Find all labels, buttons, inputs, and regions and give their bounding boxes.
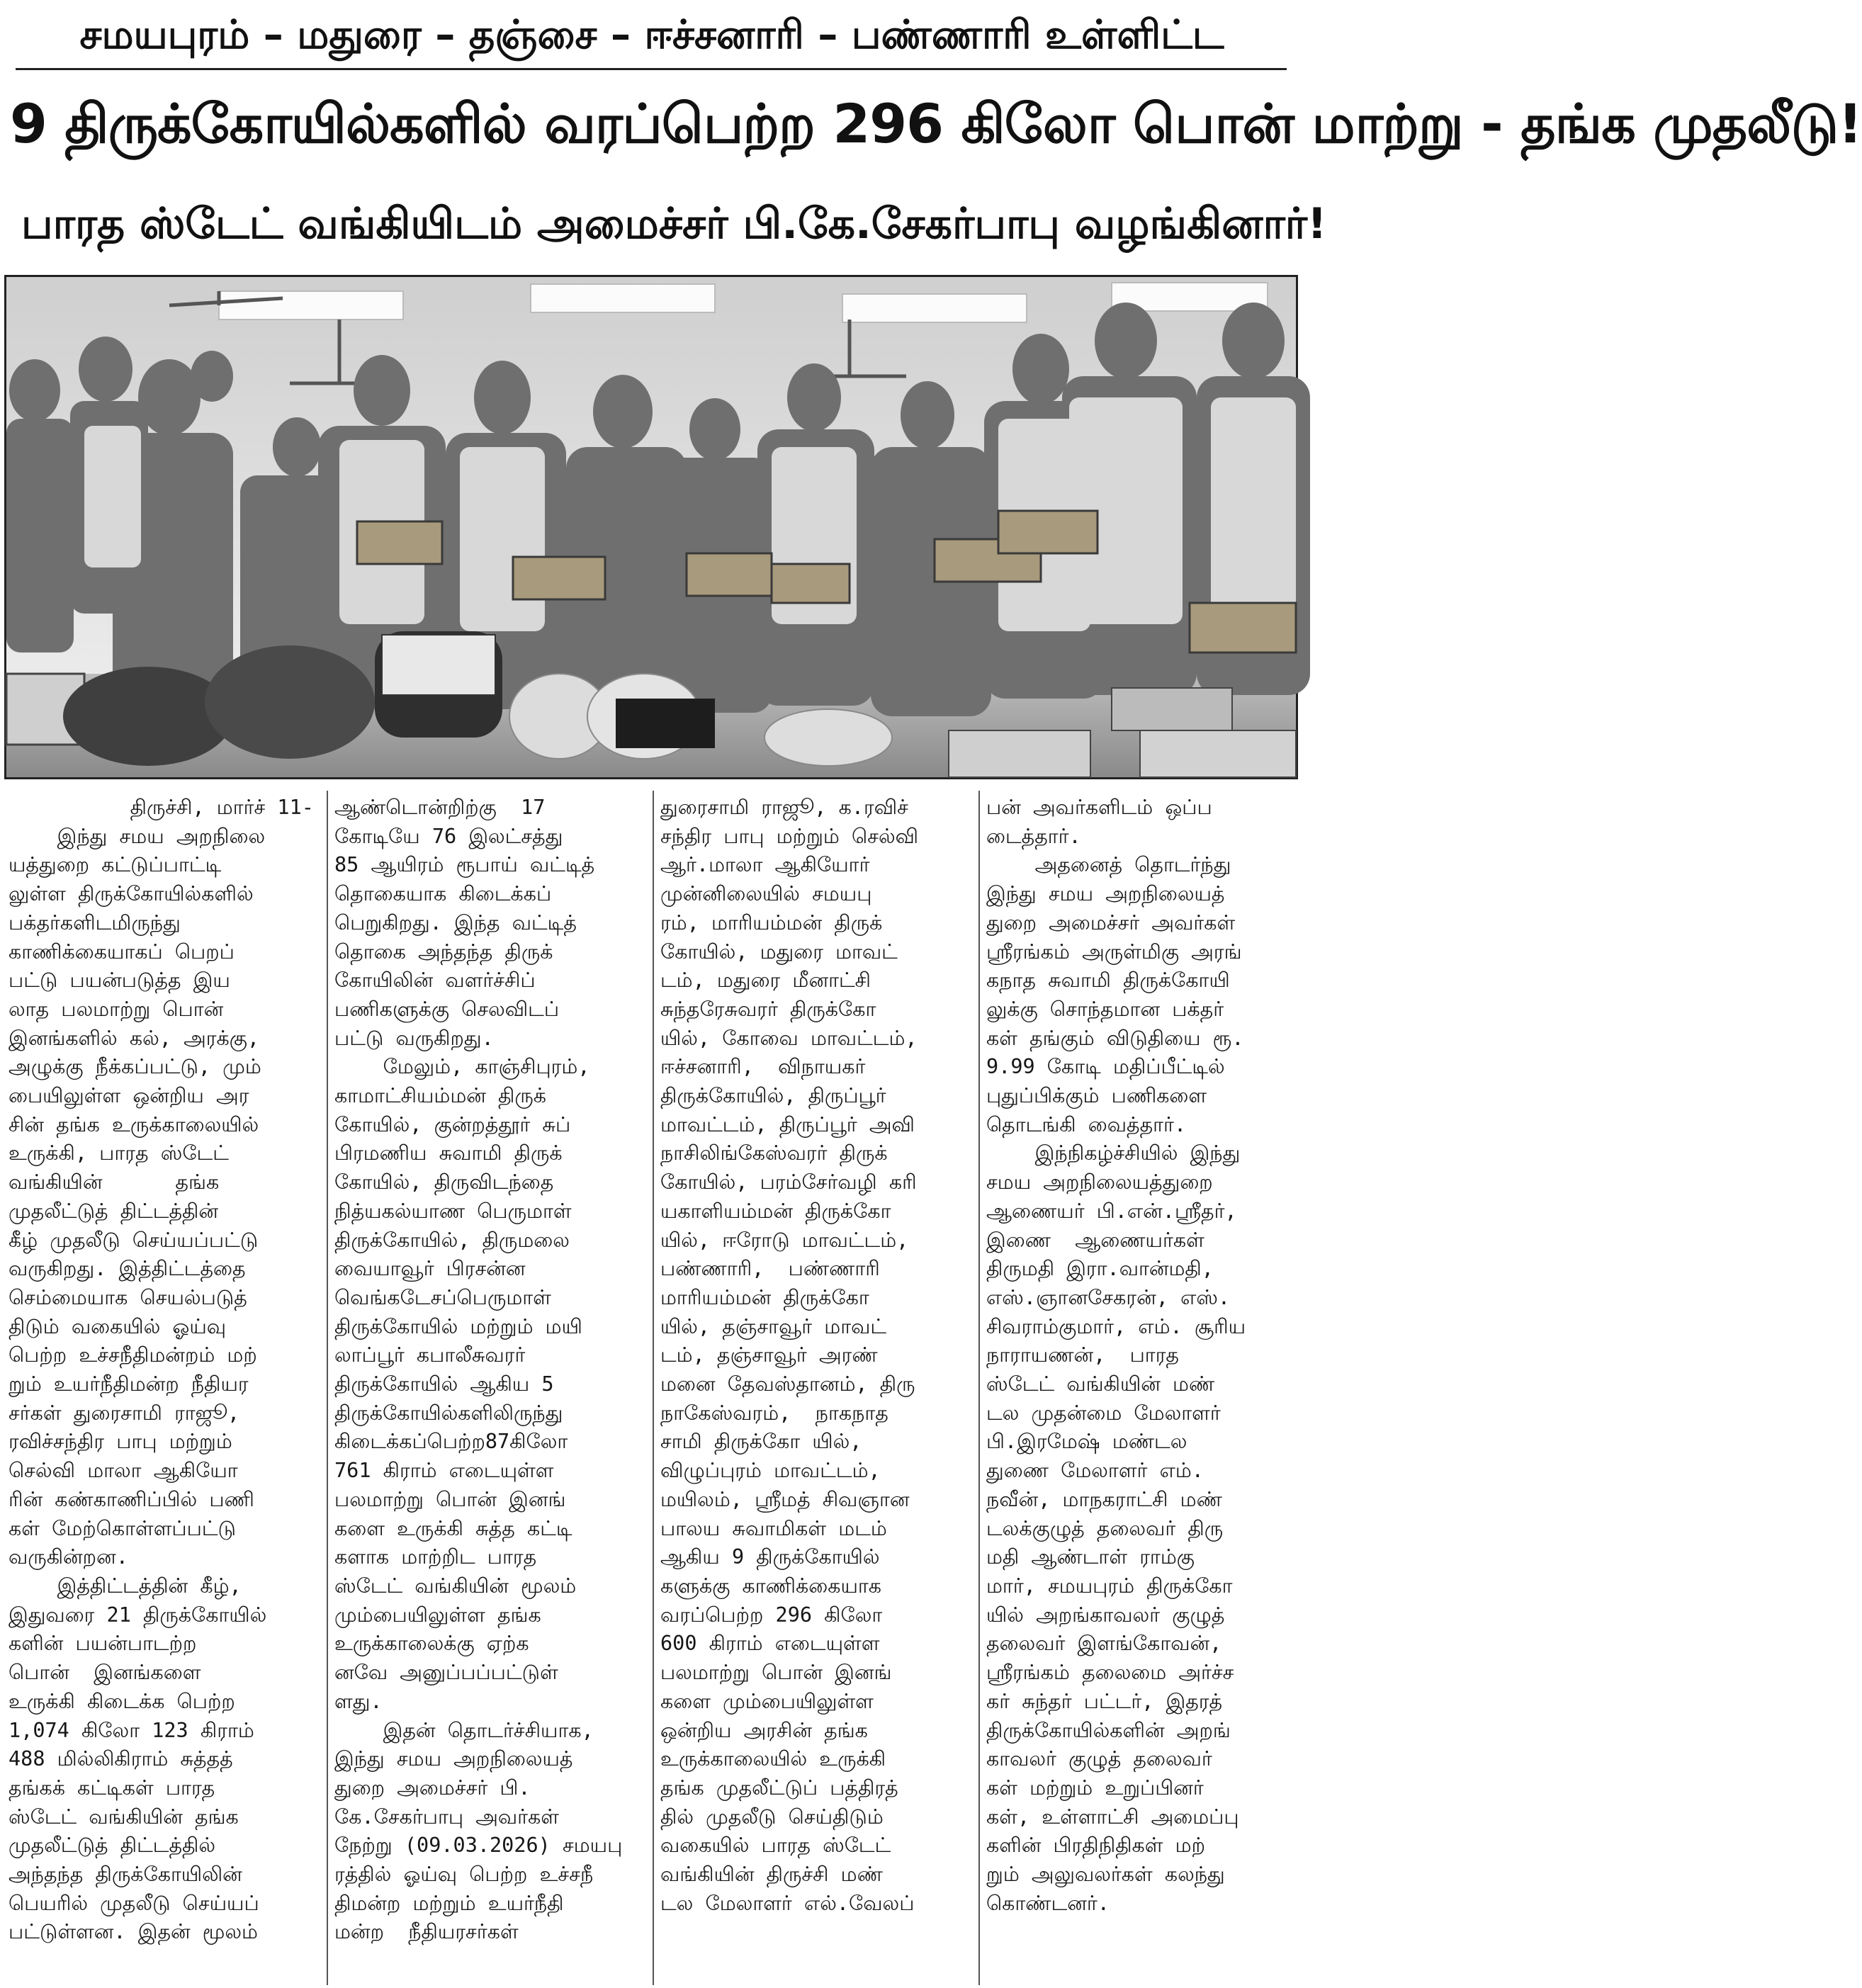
article-line: திருக்கோயில்களின் அறங் [986,1718,1231,1742]
article-column-3 [660,793,972,1984]
article-line: சாமி திருக்கோ யில், [660,1430,862,1454]
article-line: பன் அவர்களிடம் ஒப்ப [986,796,1212,819]
article-line: எஸ்.ஞானசேகரன், எஸ். [986,1285,1231,1309]
article-line: இந்து சமய அறநிலையத் [334,1747,573,1771]
article-line: திருக்கோயில் ஆகிய 5 [334,1372,554,1396]
article-line: திருக்கோயில் மற்றும் மயி [334,1314,582,1338]
article-line: களை மும்பையிலுள்ள [660,1689,874,1713]
article-line: சுந்தரேசுவரர் திருக்கோ [660,997,876,1021]
article-line: ஈச்சனாரி, விநாயகர் [660,1055,866,1079]
article-line: ஸ்டேட் வங்கியின் மூலம் [334,1574,577,1598]
article-line: கோயிலின் வளர்ச்சிப் [334,968,536,993]
article-line: டம், தஞ்சாவூர் அரண் [660,1343,878,1367]
article-line: வருகிறது. இத்திட்டத்தை [9,1257,246,1281]
article-line: நாகேஸ்வரம், நாகநாத [660,1401,888,1425]
article-line: பி.இரமேஷ் மண்டல [986,1430,1187,1454]
article-line: 600 கிராம் எடையுள்ள [660,1632,880,1656]
article-line: துரைசாமி ராஜூ, க.ரவிச் [660,796,908,819]
article-line: பட்டுள்ளன. இதன் மூலம் [9,1920,258,1944]
article-line: கிடைக்கப்பெற்ற87கிலோ [334,1430,568,1454]
article-line: திமன்ற மற்றும் உயர்நீதி [334,1891,564,1915]
subheadline: பாரத ஸ்டேட் வங்கியிடம் அமைச்சர் பி.கே.சேகர்பாபு வழங்கினார்! [21,199,1327,249]
article-line: மேலும், காஞ்சிபுரம், [334,1055,590,1079]
kicker-line: சமயபுரம் – மதுரை – தஞ்சை – ஈச்சனாரி – பண்ணாரி உள்ளிட்ட [79,12,1224,58]
article-line: செல்வி மாலா ஆகியோ [9,1459,238,1483]
article-line: பண்ணாரி, பண்ணாரி [660,1257,880,1281]
article-line: வகையில் பாரத ஸ்டேட் [660,1834,891,1858]
article-line: காவலர் குழுத் தலைவர் [986,1747,1212,1771]
article-line: 1,074 கிலோ 123 கிராம் [9,1718,254,1742]
article-line: நாசிலிங்கேஸ்வரர் திருக் [660,1141,888,1165]
article-line: தலைவர் இளங்கோவன், [986,1632,1222,1656]
article-line: தொகை அந்தந்த திருக் [334,939,553,964]
article-line: உருக்காலையில் உருக்கி [660,1747,886,1771]
article-line: கள் மற்றும் உறுப்பினர் [986,1775,1204,1800]
article-column-1 [9,793,320,1984]
article-column-4 [986,793,1294,1984]
article-line: 85 ஆயிரம் ரூபாய் வட்டித் [334,853,595,877]
article-line: சர்கள் துரைசாமி ராஜூ, [9,1401,240,1425]
article-line: பையிலுள்ள ஒன்றிய அர [9,1084,249,1108]
article-line: யில் அறங்காவலர் குழுத் [986,1603,1225,1627]
article-line: லாப்பூர் கபாலீசுவரர் [334,1343,526,1367]
article-line: வரப்பெற்ற 296 கிலோ [660,1603,883,1627]
article-line: பொன் இனங்களை [9,1661,201,1685]
article-line: 9.99 கோடி மதிப்பீட்டில் [986,1055,1225,1079]
article-line: திருக்கோயில், திருப்பூர் [660,1084,886,1108]
article-line: திருக்கோயில், திருமலை [334,1228,570,1252]
article-line: சந்திர பாபு மற்றும் செல்வி [660,824,919,848]
article-line: அதனைத் தொடர்ந்து [986,853,1231,877]
article-line: களை உருக்கி சுத்த கட்டி [334,1516,572,1540]
article-line: ஸ்டேட் வங்கியின் தங்க [9,1805,239,1829]
article-line: லாத பலமாற்று பொன் [9,997,224,1021]
article-line: யில், தஞ்சாவூர் மாவட் [660,1314,887,1338]
article-line: அழுக்கு நீக்கப்பட்டு, மும் [9,1055,261,1079]
article-line: யத்துறை கட்டுப்பாட்டி [9,853,222,877]
column-rule [327,791,328,1985]
article-line: செம்மையாக செயல்படுத் [9,1285,247,1309]
article-paragraph [660,793,972,1918]
article-line: றும் அலுவலர்கள் கலந்து [986,1863,1225,1887]
article-line: இத்திட்டத்தின் கீழ், [9,1574,242,1598]
column-rule [653,791,654,1985]
article-line: பலமாற்று பொன் இனங் [660,1661,892,1685]
article-line: கீழ் முதலீடு செய்யப்பட்டு [9,1228,259,1252]
article-line: மார், சமயபுரம் திருக்கோ [986,1574,1233,1598]
article-line: காணிக்கையாகப் பெறப் [9,939,235,964]
article-line: கநாத சுவாமி திருக்கோயி [986,968,1230,993]
article-line: டம், மதுரை மீனாட்சி [660,968,871,993]
article-line: ரின் கண்காணிப்பில் பணி [9,1487,254,1511]
article-line: மன்ற நீதியரசர்கள் [334,1920,519,1944]
article-line: உருக்காலைக்கு ஏற்க [334,1632,529,1656]
article-line: லுக்கு சொந்தமான பக்தர் [986,997,1224,1021]
article-line: சிவராம்குமார், எம். சூரிய [986,1314,1246,1338]
article-line: நாராயணன், பாரத [986,1343,1179,1367]
article-line: வையாவூர் பிரசன்ன [334,1257,526,1281]
article-line: திருச்சி, மார்ச் 11- [9,796,314,819]
article-line: ரத்தில் ஓய்வு பெற்ற உச்சநீ [334,1863,594,1887]
article-line: மயிலம், ஸ்ரீமத் சிவஞான [660,1487,910,1511]
article-line: இந்து சமய அறநிலை [9,824,266,848]
article-line: பணிகளுக்கு செலவிடப் [334,997,560,1021]
article-line: ரம், மாரியம்மன் திருக் [660,910,883,934]
article-line: ளது. [334,1689,383,1713]
article-line: திருமதி இரா.வான்மதி, [986,1257,1214,1281]
article-line: கோயில், மதுரை மாவட் [660,939,898,964]
article-line: இதன் தொடர்ச்சியாக, [334,1718,594,1742]
article-line: டல முதன்மை மேலாளர் [986,1401,1221,1425]
article-line: வங்கியின் தங்க [9,1170,220,1195]
article-line: மனை தேவஸ்தானம், திரு [660,1372,915,1396]
article-line: இனங்களில் கல், அரக்கு, [9,1026,260,1050]
article-line: துறை அமைச்சர் பி. [334,1775,531,1800]
article-line: டைத்தார். [986,824,1081,848]
article-line: கே.சேகர்பாபு அவர்கள் [334,1805,560,1829]
article-line: ஒன்றிய அரசின் தங்க [660,1718,868,1742]
article-line: 761 கிராம் எடையுள்ள [334,1459,554,1483]
photo-illustration [6,277,1296,777]
article-line: துறை அமைச்சர் அவர்கள் [986,910,1236,934]
article-line: றும் உயர்நீதிமன்ற நீதியர [9,1372,249,1396]
article-line: களின் பிரதிநிதிகள் மற் [986,1834,1205,1858]
article-line: கர் சுந்தர் பட்டர், இதரத் [986,1689,1223,1713]
article-line: பாலய சுவாமிகள் மடம் [660,1516,887,1540]
article-line: கள், உள்ளாட்சி அமைப்பு [986,1805,1239,1829]
article-line: பலமாற்று பொன் இனங் [334,1487,566,1511]
article-line: கோடியே 76 இலட்சத்து [334,824,563,848]
article-line: வருகின்றன. [9,1545,128,1569]
article-line: விழுப்புரம் மாவட்டம், [660,1459,881,1483]
article-line: யில், கோவை மாவட்டம், [660,1026,918,1050]
article-line: திடும் வகையில் ஓய்வு [9,1314,227,1338]
article-line: இணை ஆணையர்கள் [986,1228,1204,1252]
article-line: இதுவரை 21 திருக்கோயில் [9,1603,267,1627]
headline: 9 திருக்கோயில்களில் வரப்பெற்ற 296 கிலோ பொன் மாற்று - தங்க முதலீடு! [10,92,1862,155]
article-line: கள் மேற்கொள்ளப்பட்டு [9,1516,236,1540]
article-line: வங்கியின் திருச்சி மண் [660,1863,883,1887]
news-photo [4,275,1298,779]
article-line: லுள்ள திருக்கோயில்களில் [9,882,254,906]
article-line: தில் முதலீடு செய்திடும் [660,1805,884,1829]
article-line: களாக மாற்றிட பாரத [334,1545,537,1569]
article-line: முன்னிலையில் சமயபு [660,882,872,906]
article-line: கோயில், திருவிடந்தை [334,1170,554,1195]
article-line: மாவட்டம், திருப்பூர் அவி [660,1112,915,1136]
article-line: தங்க முதலீட்டுப் பத்திரத் [660,1775,898,1800]
article-line: டல மேலாளர் எல்.வேலப் [660,1891,915,1915]
article-line: நித்யகல்யாண பெருமாள் [334,1199,572,1223]
top-rule [16,68,1287,70]
article-line: ரவிச்சந்திர பாபு மற்றும் [9,1430,232,1454]
article-line: மும்பையிலுள்ள தங்க [334,1603,541,1627]
column-rule [978,791,980,1985]
article-line: ஆணையர் பி.என்.ஸ்ரீதர், [986,1199,1237,1223]
article-line: யகாளியம்மன் திருக்கோ [660,1199,891,1223]
article-line: முதலீட்டுத் திட்டத்தில் [9,1834,216,1858]
article-line: கொண்டனர். [986,1891,1110,1915]
article-line: இந்து சமய அறநிலையத் [986,882,1225,906]
article-line: பெயரில் முதலீடு செய்யப் [9,1891,259,1915]
article-line: அந்தந்த திருக்கோயிலின் [9,1863,242,1887]
article-line: பெறுகிறது. இந்த வட்டித் [334,910,577,934]
article-line: ஆகிய 9 திருக்கோயில் [660,1545,880,1569]
article-line: ஆர்.மாலா ஆகியோர் [660,853,870,877]
article-line: வெங்கடேசப்பெருமாள் [334,1285,551,1309]
article-line: ஸ்டேட் வங்கியின் மண் [986,1372,1215,1396]
article-line: இந்நிகழ்ச்சியில் இந்து [986,1141,1241,1165]
article-line: மாரியம்மன் திருக்கோ [660,1285,869,1309]
article-line: களின் பயன்பாடற்ற [9,1632,197,1656]
article-line: தங்கக் கட்டிகள் பாரத [9,1775,215,1800]
article-line: திருக்கோயில்களிலிருந்து [334,1401,563,1425]
article-line: கள் தங்கும் விடுதியை ரூ. [986,1026,1244,1050]
article-column-2 [334,793,646,1984]
article-line: பட்டு வருகிறது. [334,1026,494,1050]
article-line: நேற்று (09.03.2026) சமயபு [334,1834,623,1858]
article-line: துணை மேலாளர் எம். [986,1459,1204,1483]
article-line: காமாட்சியம்மன் திருக் [334,1084,547,1108]
article-paragraph [9,793,320,1947]
article-line: சின் தங்க உருக்காலையில் [9,1112,259,1136]
article-line: நவீன், மாநகராட்சி மண் [986,1487,1222,1511]
article-line: ஸ்ரீரங்கம் தலைமை அர்ச்ச [986,1661,1234,1685]
article-paragraph [986,793,1294,1918]
article-line: தொகையாக கிடைக்கப் [334,882,552,906]
article-line: 488 மில்லிகிராம் சுத்தத் [9,1747,233,1771]
article-line: ஸ்ரீரங்கம் அருள்மிகு அரங் [986,939,1242,964]
article-line: யில், ஈரோடு மாவட்டம், [660,1228,909,1252]
article-paragraph [334,793,646,1947]
article-line: முதலீட்டுத் திட்டத்தின் [9,1199,219,1223]
article-line: டலக்குழுத் தலைவர் திரு [986,1516,1224,1540]
article-line: கோயில், பரம்சேர்வழி கரி [660,1170,917,1195]
article-line: உருக்கி கிடைக்க பெற்ற [9,1689,235,1713]
article-line: களுக்கு காணிக்கையாக [660,1574,882,1598]
article-line: பக்தர்களிடமிருந்து [9,910,181,934]
article-line: சமய அறநிலையத்துறை [986,1170,1213,1195]
article-line: கோயில், குன்றத்தூர் சுப் [334,1112,571,1136]
article-line: மதி ஆண்டாள் ராம்கு [986,1545,1195,1569]
article-line: பெற்ற உச்சநீதிமன்றம் மற் [9,1343,257,1367]
article-line: னவே அனுப்பப்பட்டுள் [334,1661,558,1685]
article-line: புதுப்பிக்கும் பணிகளை [986,1084,1207,1108]
article-line: பிரமணிய சுவாமி திருக் [334,1141,563,1165]
article-line: பட்டு பயன்படுத்த இய [9,968,230,993]
article-line: தொடங்கி வைத்தார். [986,1112,1187,1136]
article-line: உருக்கி, பாரத ஸ்டேட் [9,1141,229,1165]
article-line: ஆண்டொன்றிற்கு 17 [334,796,546,819]
